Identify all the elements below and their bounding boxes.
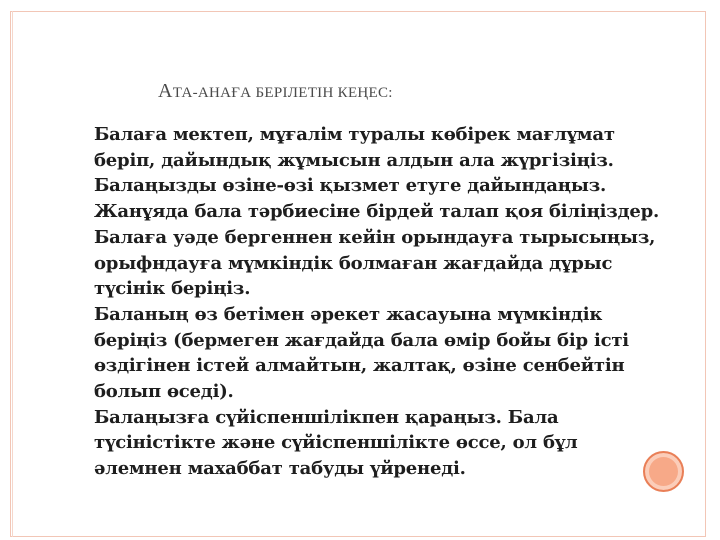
advice-line: түсінік беріңіз.: [94, 278, 251, 300]
advice-line: Балаға мектеп, мұғалім туралы көбірек мағлұмат: [94, 124, 615, 145]
advice-line: түсіністікте және сүйіспеншілікте өссе, ол бұл: [94, 432, 578, 454]
advice-line: Балаңызды өзіне-өзі қызмет етуге дайындаңыз.: [94, 175, 607, 197]
advice-line: беріп, дайындық жұмысын алдын ала жүргізіңіз.: [94, 149, 614, 171]
advice-line: Жанұяда бала тәрбиесіне бірдей талап қоя біліңіздер.: [94, 201, 660, 223]
advice-line: болып өседі).: [94, 381, 234, 403]
slide-title-rest: ТА-АНАҒА БЕРІЛЕТІН КЕҢЕС:: [172, 85, 393, 101]
slide-title: [158, 80, 393, 103]
advice-item-6: [94, 405, 694, 482]
advice-line: Баланың өз бетімен әрекет жасауына мүмкіндік: [94, 303, 603, 325]
slide-title-initial: А: [158, 80, 173, 102]
advice-line: Балаға уәде бергеннен кейін орындауға тырысыңыз,: [94, 226, 656, 248]
advice-line: Балаңызға сүйіспеншілікпен қараңыз. Бала: [94, 406, 559, 428]
advice-list: [94, 122, 694, 482]
advice-item-5: [94, 302, 694, 405]
advice-line: өздігінен істей алмайтын, жалтақ, өзіне сенбейтін: [94, 355, 625, 377]
advice-line: орыфндауға мүмкіндік болмаған жағдайда дұрыс: [94, 252, 613, 274]
decorative-circle-icon: [643, 451, 684, 492]
advice-line: әлемнен махаббат табуды үйренеді.: [94, 458, 466, 480]
advice-item-1: [94, 122, 694, 173]
slide-accent-line: [12, 11, 13, 537]
advice-item-2: [94, 173, 694, 199]
advice-line: беріңіз (бермеген жағдайда бала өмір бойы бір істі: [94, 329, 629, 351]
advice-item-3: [94, 199, 694, 225]
advice-item-4: [94, 225, 694, 302]
